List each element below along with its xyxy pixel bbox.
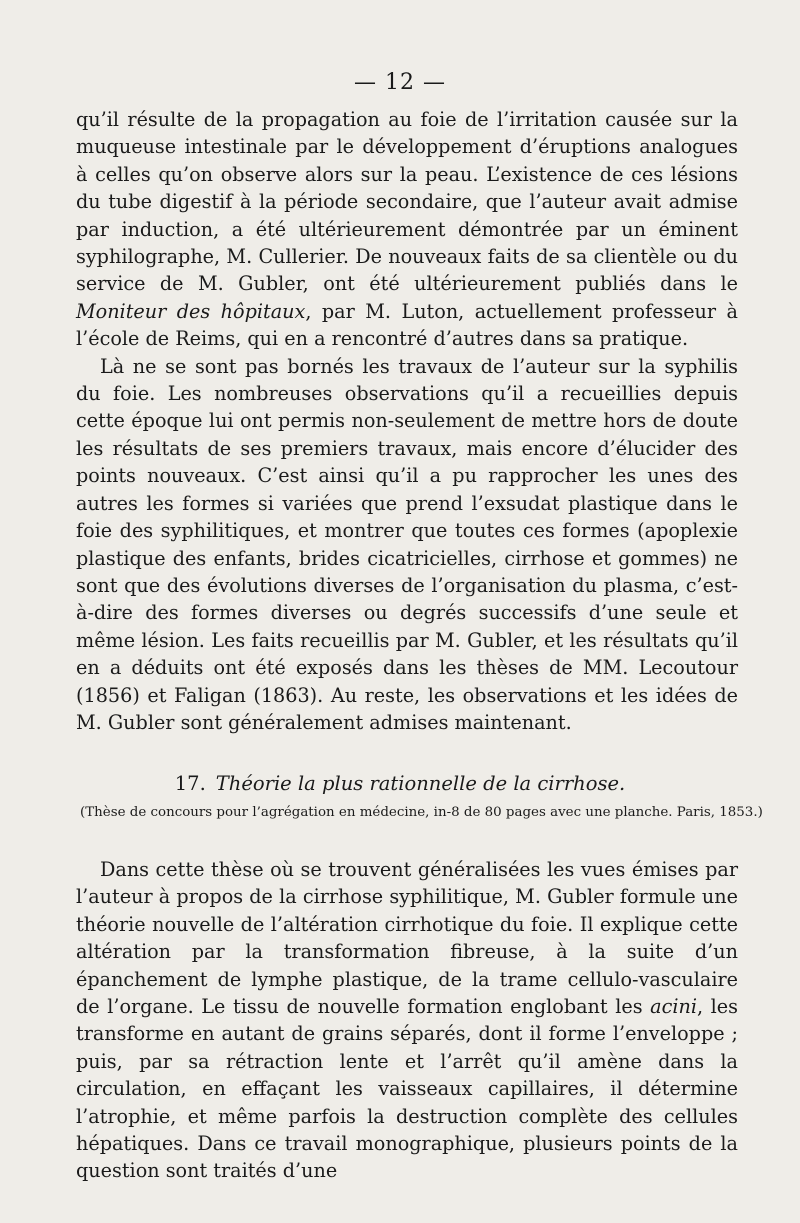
paragraph-3 [76, 856, 738, 1185]
body-text [76, 106, 738, 736]
journal-title-italic: Moniteur des hôpitaux [76, 299, 306, 323]
acini-italic: acini [650, 995, 697, 1019]
section-title: Théorie la plus rationnelle de la cirrhose. [215, 772, 626, 795]
paragraph-1 [76, 106, 738, 353]
section-body-text [76, 856, 738, 1185]
paragraph-1-text-after: , par M. Luton, actuellement professeur à l’école de Reims, qui en a rencontré d’autres dans sa pratique. [76, 299, 738, 351]
section-citation-note: (Thèse de concours pour l’agrégation en médecine, in-8 de 80 pages avec une planche. Paris, 1853.) [80, 805, 763, 820]
page-number: — 12 — [354, 70, 446, 95]
paragraph-1-text-before: qu’il résulte de la propagation au foie de l’irritation causée sur la muqueuse intestinale par le développement d’éruptions analogues à celles qu’on observe alors sur la peau. L’existence de ces lésions du tube digestif à la période secondaire, que l’auteur avait admise par induction, a été ultérieurement démontrée par un éminent syphilographe, M. Cullerier. De nouveaux faits de sa clientèle ou du service de M. Gubler, ont été ultérieurement publiés dans le [76, 108, 738, 296]
section-number: 17. [174, 772, 206, 795]
paragraph-2: Là ne se sont pas bornés les travaux de l’auteur sur la syphilis du foie. Les nombreuses observations qu’il a recueillies depuis cette époque lui ont permis non-seulement de mettre hors de doute les résultats de ses premiers travaux, mais encore d’élucider des points nouveaux. C’est ainsi qu’il a pu rapprocher les unes des autres les formes si variées que prend l’exsudat plastique dans le foie des syphilitiques, et montrer que toutes ces formes (apoplexie plastique des enfants, brides cicatricielles, cirrhose et gommes) ne sont que des évolutions diverses de l’organisation du plasma, c’est-à-dire des formes diverses ou degrés successifs d’une seule et même lésion. Les faits recueillis par M. Gubler, et les résultats qu’il en a déduits ont été exposés dans les thèses de MM. Lecoutour (1856) et Faligan (1863). Au reste, les observations et les idées de M. Gubler sont généralement admises maintenant. [76, 354, 738, 734]
section-heading [0, 772, 800, 795]
paragraph-3-text-after: , les transforme en autant de grains séparés, dont il forme l’enveloppe ; puis, par sa rétraction lente et l’arrêt qu’il amène dans la circulation, en effaçant les vaisseaux capillaires, il détermine l’atrophie, et même parfois la destruction complète des cellules hépatiques. Dans ce travail monographique, plusieurs points de la question sont traités d’une [76, 995, 738, 1183]
paragraph-3-text-before: Dans cette thèse où se trouvent généralisées les vues émises par l’auteur à propos de la cirrhose syphilitique, M. Gubler formule une théorie nouvelle de l’altération cirrhotique du foie. Il explique cette altération par la transformation fibreuse, à la suite d’un épanchement de lymphe plastique, de la trame cellulo-vasculaire de l’organe. Le tissu de nouvelle formation englobant les [76, 858, 738, 1019]
